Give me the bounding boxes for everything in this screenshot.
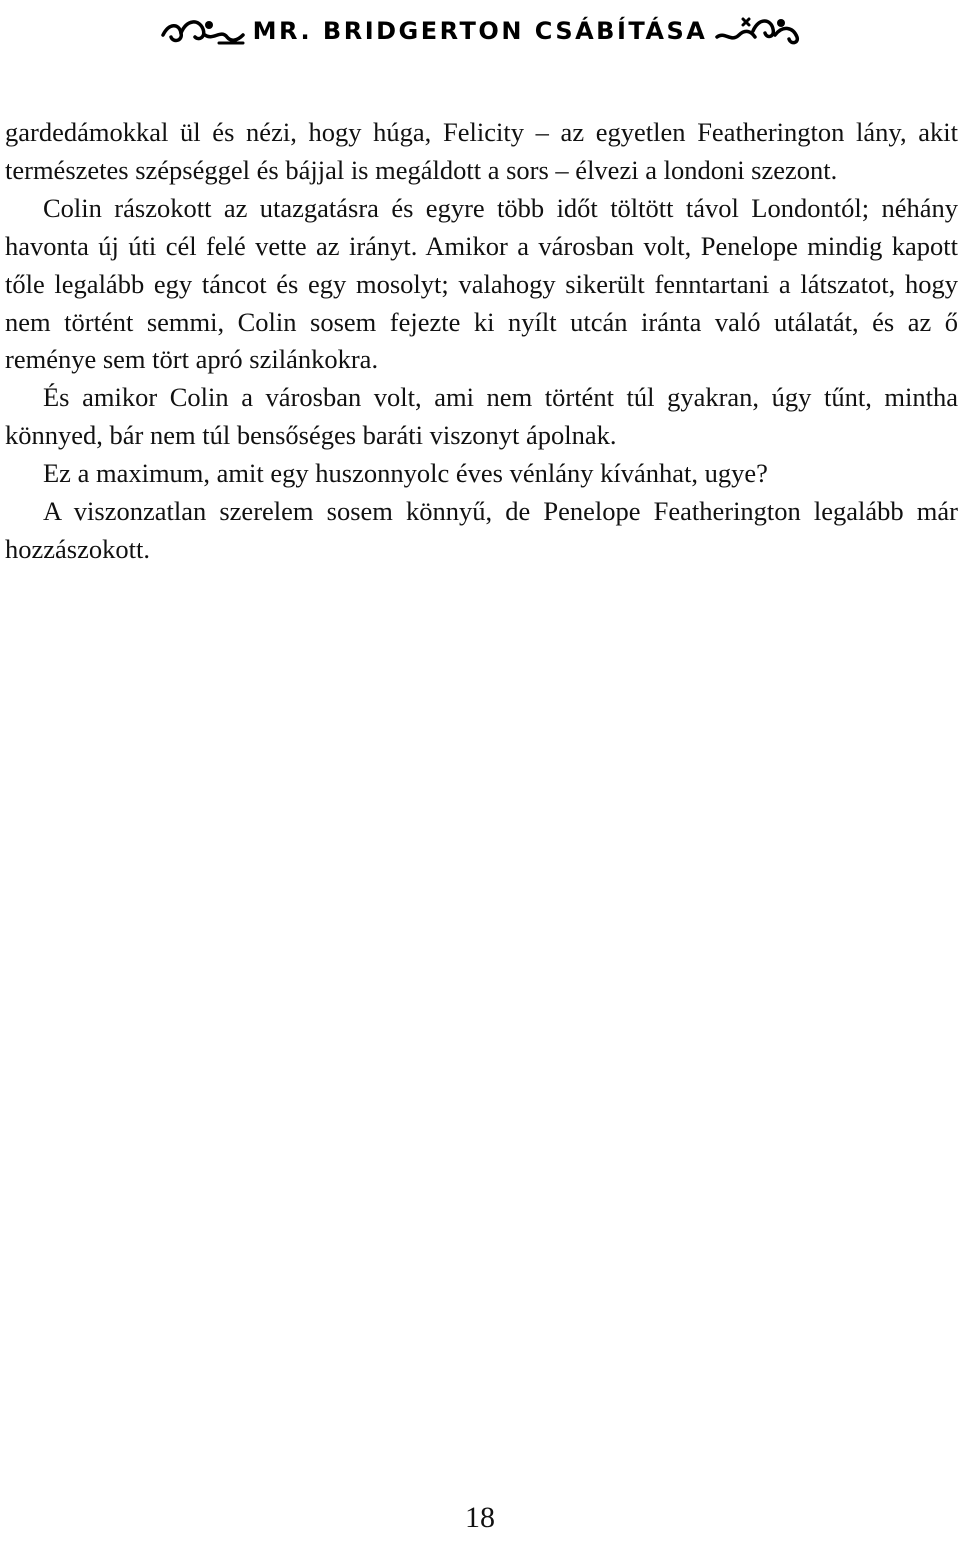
paragraph: Colin rászokott az utazgatásra és egyre több időt töltött távol Londontól; néhány havonta új úti cél felé vette az irányt. Amikor a városban volt, Penelope mindig kapott tőle legalább egy táncot és egy mosolyt; valahogy sikerült fenntartani a látszatot, hogy nem történt semmi, Colin sosem fejezte ki nyílt utcán iránta való utálatát, és az ő reménye sem tört apró szilánkokra. <box>5 192 958 375</box>
body-text <box>5 114 958 569</box>
running-header-inner <box>159 11 802 51</box>
running-header <box>0 6 960 56</box>
flourish-right-icon <box>713 11 801 51</box>
book-title: MR. BRIDGERTON CSÁBÍTÁSA <box>252 17 708 45</box>
page-number: 18 <box>465 1501 495 1534</box>
paragraph: A viszonzatlan szerelem sosem könnyű, de Penelope Featherington legalább már hozzászokott. <box>5 496 958 564</box>
paragraph: Ez a maximum, amit egy huszonnyolc éves vénlány kívánhat, ugye? <box>43 458 768 489</box>
paragraph: gardedámokkal ül és nézi, hogy húga, Felicity – az egyetlen Featherington lány, akit természetes szépséggel és bájjal is megáldott a sors – élvezi a londoni szezont. <box>5 117 958 185</box>
paragraph: És amikor Colin a városban volt, ami nem történt túl gyakran, úgy tűnt, mintha könnyed, bár nem túl bensőséges baráti viszonyt ápolnak. <box>5 382 958 451</box>
flourish-left-icon <box>159 11 247 51</box>
